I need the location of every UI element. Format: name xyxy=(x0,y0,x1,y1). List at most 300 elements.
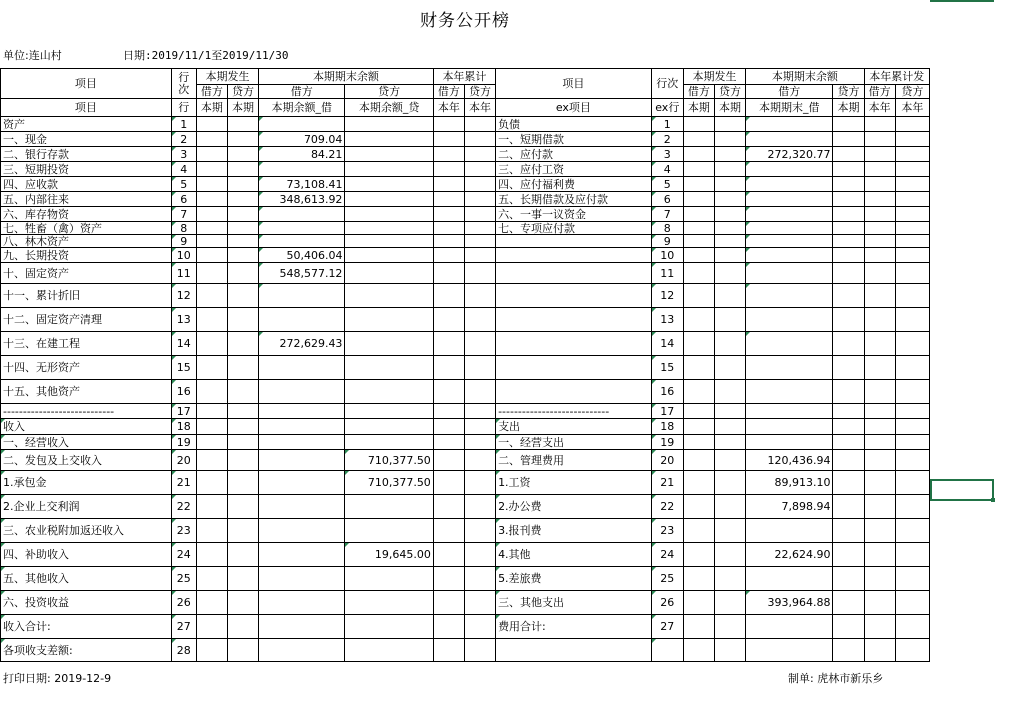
line-cell[interactable]: 16 xyxy=(171,380,196,404)
item-cell[interactable]: 五、内部往来 xyxy=(1,192,172,207)
cell[interactable] xyxy=(864,235,895,248)
cell[interactable] xyxy=(433,419,464,435)
cell[interactable] xyxy=(895,419,929,435)
item-cell[interactable]: 收入 xyxy=(1,419,172,435)
debit-cell[interactable] xyxy=(259,222,345,235)
item-cell[interactable]: 四、应收款 xyxy=(1,177,172,192)
debit-cell[interactable] xyxy=(259,162,345,177)
cell[interactable] xyxy=(227,419,258,435)
cell[interactable] xyxy=(864,435,895,450)
cell[interactable] xyxy=(714,567,745,591)
line-cell[interactable]: 14 xyxy=(651,332,683,356)
cell[interactable] xyxy=(227,450,258,471)
item-cell[interactable]: 各项收支差额: xyxy=(1,639,172,662)
cell[interactable] xyxy=(714,284,745,308)
item-cell[interactable]: 十、固定资产 xyxy=(1,263,172,284)
item-cell[interactable]: 六、库存物资 xyxy=(1,207,172,222)
cell[interactable] xyxy=(433,235,464,248)
item-cell[interactable]: ---------------------------- xyxy=(1,404,172,419)
line-cell[interactable]: 27 xyxy=(171,615,196,639)
cell[interactable] xyxy=(227,615,258,639)
cell[interactable] xyxy=(464,177,495,192)
line-cell[interactable]: 23 xyxy=(171,519,196,543)
cell[interactable] xyxy=(714,356,745,380)
debit-cell[interactable] xyxy=(746,222,833,235)
cell[interactable] xyxy=(433,147,464,162)
cell[interactable] xyxy=(683,332,714,356)
cell[interactable] xyxy=(714,615,745,639)
line-cell[interactable]: 8 xyxy=(171,222,196,235)
cell[interactable] xyxy=(714,435,745,450)
cell[interactable] xyxy=(895,177,929,192)
debit-cell[interactable] xyxy=(259,235,345,248)
cell[interactable] xyxy=(833,248,864,263)
cell[interactable] xyxy=(433,207,464,222)
credit-cell[interactable] xyxy=(345,117,433,132)
item-cell[interactable]: 收入合计: xyxy=(1,615,172,639)
cell[interactable] xyxy=(714,248,745,263)
selected-cell[interactable] xyxy=(930,479,994,501)
cell[interactable] xyxy=(196,235,227,248)
cell[interactable] xyxy=(714,519,745,543)
cell[interactable] xyxy=(833,177,864,192)
line-cell[interactable]: 12 xyxy=(651,284,683,308)
cell[interactable] xyxy=(683,471,714,495)
item-cell[interactable] xyxy=(496,235,652,248)
cell[interactable] xyxy=(833,435,864,450)
cell[interactable] xyxy=(683,235,714,248)
debit-cell[interactable] xyxy=(259,639,345,662)
cell[interactable] xyxy=(464,147,495,162)
item-cell[interactable]: 四、补助收入 xyxy=(1,543,172,567)
cell[interactable] xyxy=(864,263,895,284)
item-cell[interactable]: 五、长期借款及应付款 xyxy=(496,192,652,207)
line-cell[interactable]: 3 xyxy=(171,147,196,162)
cell[interactable] xyxy=(433,495,464,519)
debit-cell[interactable] xyxy=(746,639,833,662)
cell[interactable] xyxy=(864,519,895,543)
debit-cell[interactable] xyxy=(259,519,345,543)
cell[interactable] xyxy=(683,591,714,615)
cell[interactable] xyxy=(714,543,745,567)
debit-cell[interactable] xyxy=(259,567,345,591)
line-cell[interactable]: 23 xyxy=(651,519,683,543)
cell[interactable] xyxy=(895,404,929,419)
debit-cell[interactable] xyxy=(746,332,833,356)
cell[interactable] xyxy=(227,567,258,591)
debit-cell[interactable] xyxy=(259,419,345,435)
credit-cell[interactable]: 710,377.50 xyxy=(345,471,433,495)
line-cell[interactable]: 21 xyxy=(171,471,196,495)
cell[interactable] xyxy=(833,132,864,147)
cell[interactable] xyxy=(433,380,464,404)
line-cell[interactable]: 10 xyxy=(651,248,683,263)
cell[interactable] xyxy=(433,567,464,591)
cell[interactable] xyxy=(196,263,227,284)
line-cell[interactable]: 5 xyxy=(171,177,196,192)
cell[interactable] xyxy=(683,356,714,380)
line-cell[interactable]: 9 xyxy=(651,235,683,248)
cell[interactable] xyxy=(227,332,258,356)
cell[interactable] xyxy=(196,284,227,308)
line-cell[interactable] xyxy=(651,639,683,662)
cell[interactable] xyxy=(895,356,929,380)
cell[interactable] xyxy=(464,235,495,248)
item-cell[interactable]: 八、林木资产 xyxy=(1,235,172,248)
item-cell[interactable] xyxy=(496,308,652,332)
item-cell[interactable]: 十三、在建工程 xyxy=(1,332,172,356)
cell[interactable] xyxy=(714,308,745,332)
cell[interactable] xyxy=(227,591,258,615)
cell[interactable] xyxy=(683,495,714,519)
cell[interactable] xyxy=(196,471,227,495)
debit-cell[interactable] xyxy=(746,404,833,419)
cell[interactable] xyxy=(683,177,714,192)
line-cell[interactable]: 25 xyxy=(171,567,196,591)
debit-cell[interactable] xyxy=(746,177,833,192)
cell[interactable] xyxy=(227,435,258,450)
cell[interactable] xyxy=(196,435,227,450)
credit-cell[interactable] xyxy=(345,263,433,284)
cell[interactable] xyxy=(683,615,714,639)
cell[interactable] xyxy=(683,117,714,132)
cell[interactable] xyxy=(464,222,495,235)
cell[interactable] xyxy=(196,192,227,207)
item-cell[interactable]: 六、一事一议资金 xyxy=(496,207,652,222)
debit-cell[interactable] xyxy=(259,591,345,615)
cell[interactable] xyxy=(227,471,258,495)
cell[interactable] xyxy=(227,380,258,404)
cell[interactable] xyxy=(196,591,227,615)
line-cell[interactable]: 27 xyxy=(651,615,683,639)
cell[interactable] xyxy=(833,356,864,380)
debit-cell[interactable]: 548,577.12 xyxy=(259,263,345,284)
cell[interactable] xyxy=(714,177,745,192)
cell[interactable] xyxy=(895,495,929,519)
credit-cell[interactable] xyxy=(345,192,433,207)
debit-cell[interactable] xyxy=(746,117,833,132)
line-cell[interactable]: 17 xyxy=(171,404,196,419)
cell[interactable] xyxy=(683,639,714,662)
credit-cell[interactable] xyxy=(345,356,433,380)
debit-cell[interactable] xyxy=(746,248,833,263)
cell[interactable] xyxy=(683,435,714,450)
debit-cell[interactable] xyxy=(259,284,345,308)
line-cell[interactable]: 22 xyxy=(651,495,683,519)
item-cell[interactable] xyxy=(496,356,652,380)
cell[interactable] xyxy=(683,519,714,543)
line-cell[interactable]: 11 xyxy=(651,263,683,284)
debit-cell[interactable]: 348,613.92 xyxy=(259,192,345,207)
cell[interactable] xyxy=(864,543,895,567)
cell[interactable] xyxy=(895,284,929,308)
item-cell[interactable]: 4.其他 xyxy=(496,543,652,567)
item-cell[interactable]: 2.企业上交利润 xyxy=(1,495,172,519)
line-cell[interactable]: 19 xyxy=(171,435,196,450)
credit-cell[interactable] xyxy=(345,132,433,147)
cell[interactable] xyxy=(864,284,895,308)
debit-cell[interactable] xyxy=(259,615,345,639)
cell[interactable] xyxy=(895,162,929,177)
debit-cell[interactable] xyxy=(746,162,833,177)
credit-cell[interactable] xyxy=(345,435,433,450)
item-cell[interactable]: 2.办公费 xyxy=(496,495,652,519)
debit-cell[interactable] xyxy=(259,380,345,404)
item-cell[interactable]: 3.报刊费 xyxy=(496,519,652,543)
cell[interactable] xyxy=(433,591,464,615)
cell[interactable] xyxy=(227,356,258,380)
cell[interactable] xyxy=(196,450,227,471)
cell[interactable] xyxy=(464,117,495,132)
credit-cell[interactable] xyxy=(345,162,433,177)
item-cell[interactable]: 十四、无形资产 xyxy=(1,356,172,380)
cell[interactable] xyxy=(464,435,495,450)
item-cell[interactable]: 七、牲畜（禽）资产 xyxy=(1,222,172,235)
item-cell[interactable]: 费用合计: xyxy=(496,615,652,639)
cell[interactable] xyxy=(864,615,895,639)
item-cell[interactable]: 一、短期借款 xyxy=(496,132,652,147)
cell[interactable] xyxy=(833,450,864,471)
cell[interactable] xyxy=(833,192,864,207)
cell[interactable] xyxy=(196,177,227,192)
line-cell[interactable]: 19 xyxy=(651,435,683,450)
debit-cell[interactable] xyxy=(746,419,833,435)
line-cell[interactable]: 14 xyxy=(171,332,196,356)
debit-cell[interactable] xyxy=(259,404,345,419)
line-cell[interactable]: 11 xyxy=(171,263,196,284)
cell[interactable] xyxy=(714,450,745,471)
debit-cell[interactable]: 50,406.04 xyxy=(259,248,345,263)
cell[interactable] xyxy=(714,495,745,519)
debit-cell[interactable] xyxy=(746,235,833,248)
credit-cell[interactable] xyxy=(345,284,433,308)
cell[interactable] xyxy=(833,235,864,248)
cell[interactable] xyxy=(864,177,895,192)
item-cell[interactable] xyxy=(496,263,652,284)
debit-cell[interactable] xyxy=(259,495,345,519)
cell[interactable] xyxy=(864,147,895,162)
cell[interactable] xyxy=(433,162,464,177)
line-cell[interactable]: 26 xyxy=(171,591,196,615)
cell[interactable] xyxy=(864,117,895,132)
cell[interactable] xyxy=(227,519,258,543)
item-cell[interactable]: 二、管理费用 xyxy=(496,450,652,471)
cell[interactable] xyxy=(833,404,864,419)
cell[interactable] xyxy=(864,132,895,147)
cell[interactable] xyxy=(833,419,864,435)
cell[interactable] xyxy=(464,263,495,284)
cell[interactable] xyxy=(196,495,227,519)
cell[interactable] xyxy=(833,471,864,495)
cell[interactable] xyxy=(433,356,464,380)
cell[interactable] xyxy=(833,222,864,235)
cell[interactable] xyxy=(864,222,895,235)
cell[interactable] xyxy=(683,308,714,332)
cell[interactable] xyxy=(433,435,464,450)
cell[interactable] xyxy=(714,132,745,147)
cell[interactable] xyxy=(433,248,464,263)
cell[interactable] xyxy=(196,567,227,591)
cell[interactable] xyxy=(196,543,227,567)
cell[interactable] xyxy=(833,284,864,308)
line-cell[interactable]: 15 xyxy=(651,356,683,380)
cell[interactable] xyxy=(683,207,714,222)
debit-cell[interactable] xyxy=(746,519,833,543)
cell[interactable] xyxy=(864,471,895,495)
cell[interactable] xyxy=(714,263,745,284)
item-cell[interactable]: 十五、其他资产 xyxy=(1,380,172,404)
cell[interactable] xyxy=(433,308,464,332)
line-cell[interactable]: 9 xyxy=(171,235,196,248)
item-cell[interactable] xyxy=(496,380,652,404)
cell[interactable] xyxy=(464,419,495,435)
cell[interactable] xyxy=(895,132,929,147)
credit-cell[interactable] xyxy=(345,519,433,543)
cell[interactable] xyxy=(196,308,227,332)
cell[interactable] xyxy=(227,117,258,132)
line-cell[interactable]: 12 xyxy=(171,284,196,308)
credit-cell[interactable] xyxy=(345,404,433,419)
item-cell[interactable]: 1.承包金 xyxy=(1,471,172,495)
cell[interactable] xyxy=(464,284,495,308)
cell[interactable] xyxy=(227,248,258,263)
line-cell[interactable]: 25 xyxy=(651,567,683,591)
line-cell[interactable]: 4 xyxy=(651,162,683,177)
cell[interactable] xyxy=(433,543,464,567)
item-cell[interactable]: 三、农业税附加返还收入 xyxy=(1,519,172,543)
cell[interactable] xyxy=(464,615,495,639)
debit-cell[interactable]: 84.21 xyxy=(259,147,345,162)
line-cell[interactable]: 24 xyxy=(171,543,196,567)
credit-cell[interactable] xyxy=(345,207,433,222)
line-cell[interactable]: 2 xyxy=(171,132,196,147)
cell[interactable] xyxy=(833,519,864,543)
cell[interactable] xyxy=(196,519,227,543)
cell[interactable] xyxy=(864,639,895,662)
cell[interactable] xyxy=(895,639,929,662)
cell[interactable] xyxy=(464,591,495,615)
line-cell[interactable]: 22 xyxy=(171,495,196,519)
cell[interactable] xyxy=(895,543,929,567)
item-cell[interactable]: 5.差旅费 xyxy=(496,567,652,591)
debit-cell[interactable] xyxy=(746,435,833,450)
cell[interactable] xyxy=(895,591,929,615)
item-cell[interactable]: 七、专项应付款 xyxy=(496,222,652,235)
item-cell[interactable]: 十一、累计折旧 xyxy=(1,284,172,308)
debit-cell[interactable]: 22,624.90 xyxy=(746,543,833,567)
cell[interactable] xyxy=(196,207,227,222)
credit-cell[interactable] xyxy=(345,235,433,248)
credit-cell[interactable] xyxy=(345,222,433,235)
cell[interactable] xyxy=(864,332,895,356)
cell[interactable] xyxy=(714,639,745,662)
debit-cell[interactable] xyxy=(746,192,833,207)
cell[interactable] xyxy=(864,495,895,519)
cell[interactable] xyxy=(895,222,929,235)
cell[interactable] xyxy=(196,248,227,263)
cell[interactable] xyxy=(714,117,745,132)
line-cell[interactable]: 7 xyxy=(171,207,196,222)
cell[interactable] xyxy=(864,248,895,263)
line-cell[interactable]: 17 xyxy=(651,404,683,419)
cell[interactable] xyxy=(714,207,745,222)
line-cell[interactable]: 26 xyxy=(651,591,683,615)
cell[interactable] xyxy=(464,356,495,380)
cell[interactable] xyxy=(464,162,495,177)
line-cell[interactable]: 18 xyxy=(171,419,196,435)
cell[interactable] xyxy=(833,615,864,639)
cell[interactable] xyxy=(714,471,745,495)
cell[interactable] xyxy=(833,147,864,162)
item-cell[interactable]: 支出 xyxy=(496,419,652,435)
cell[interactable] xyxy=(464,132,495,147)
debit-cell[interactable]: 709.04 xyxy=(259,132,345,147)
item-cell[interactable]: ---------------------------- xyxy=(496,404,652,419)
cell[interactable] xyxy=(895,248,929,263)
item-cell[interactable]: 十二、固定资产清理 xyxy=(1,308,172,332)
line-cell[interactable]: 2 xyxy=(651,132,683,147)
item-cell[interactable]: 四、应付福利费 xyxy=(496,177,652,192)
cell[interactable] xyxy=(683,222,714,235)
item-cell[interactable]: 1.工资 xyxy=(496,471,652,495)
item-cell[interactable] xyxy=(496,639,652,662)
line-cell[interactable]: 6 xyxy=(171,192,196,207)
cell[interactable] xyxy=(833,207,864,222)
cell[interactable] xyxy=(196,132,227,147)
cell[interactable] xyxy=(433,450,464,471)
line-cell[interactable]: 13 xyxy=(171,308,196,332)
cell[interactable] xyxy=(864,404,895,419)
cell[interactable] xyxy=(683,450,714,471)
cell[interactable] xyxy=(683,380,714,404)
item-cell[interactable]: 二、银行存款 xyxy=(1,147,172,162)
debit-cell[interactable] xyxy=(259,117,345,132)
cell[interactable] xyxy=(464,308,495,332)
cell[interactable] xyxy=(196,615,227,639)
cell[interactable] xyxy=(433,192,464,207)
cell[interactable] xyxy=(833,162,864,177)
item-cell[interactable] xyxy=(496,284,652,308)
line-cell[interactable]: 28 xyxy=(171,639,196,662)
cell[interactable] xyxy=(714,591,745,615)
cell[interactable] xyxy=(714,332,745,356)
cell[interactable] xyxy=(227,495,258,519)
cell[interactable] xyxy=(433,222,464,235)
debit-cell[interactable]: 7,898.94 xyxy=(746,495,833,519)
cell[interactable] xyxy=(895,308,929,332)
line-cell[interactable]: 7 xyxy=(651,207,683,222)
cell[interactable] xyxy=(895,380,929,404)
debit-cell[interactable] xyxy=(259,450,345,471)
credit-cell[interactable] xyxy=(345,615,433,639)
line-cell[interactable]: 13 xyxy=(651,308,683,332)
debit-cell[interactable]: 120,436.94 xyxy=(746,450,833,471)
cell[interactable] xyxy=(196,147,227,162)
line-cell[interactable]: 5 xyxy=(651,177,683,192)
cell[interactable] xyxy=(895,435,929,450)
cell[interactable] xyxy=(464,471,495,495)
cell[interactable] xyxy=(433,639,464,662)
cell[interactable] xyxy=(433,284,464,308)
item-cell[interactable]: 一、现金 xyxy=(1,132,172,147)
debit-cell[interactable]: 89,913.10 xyxy=(746,471,833,495)
cell[interactable] xyxy=(833,380,864,404)
cell[interactable] xyxy=(895,263,929,284)
debit-cell[interactable] xyxy=(746,207,833,222)
cell[interactable] xyxy=(683,248,714,263)
credit-cell[interactable] xyxy=(345,380,433,404)
cell[interactable] xyxy=(196,404,227,419)
